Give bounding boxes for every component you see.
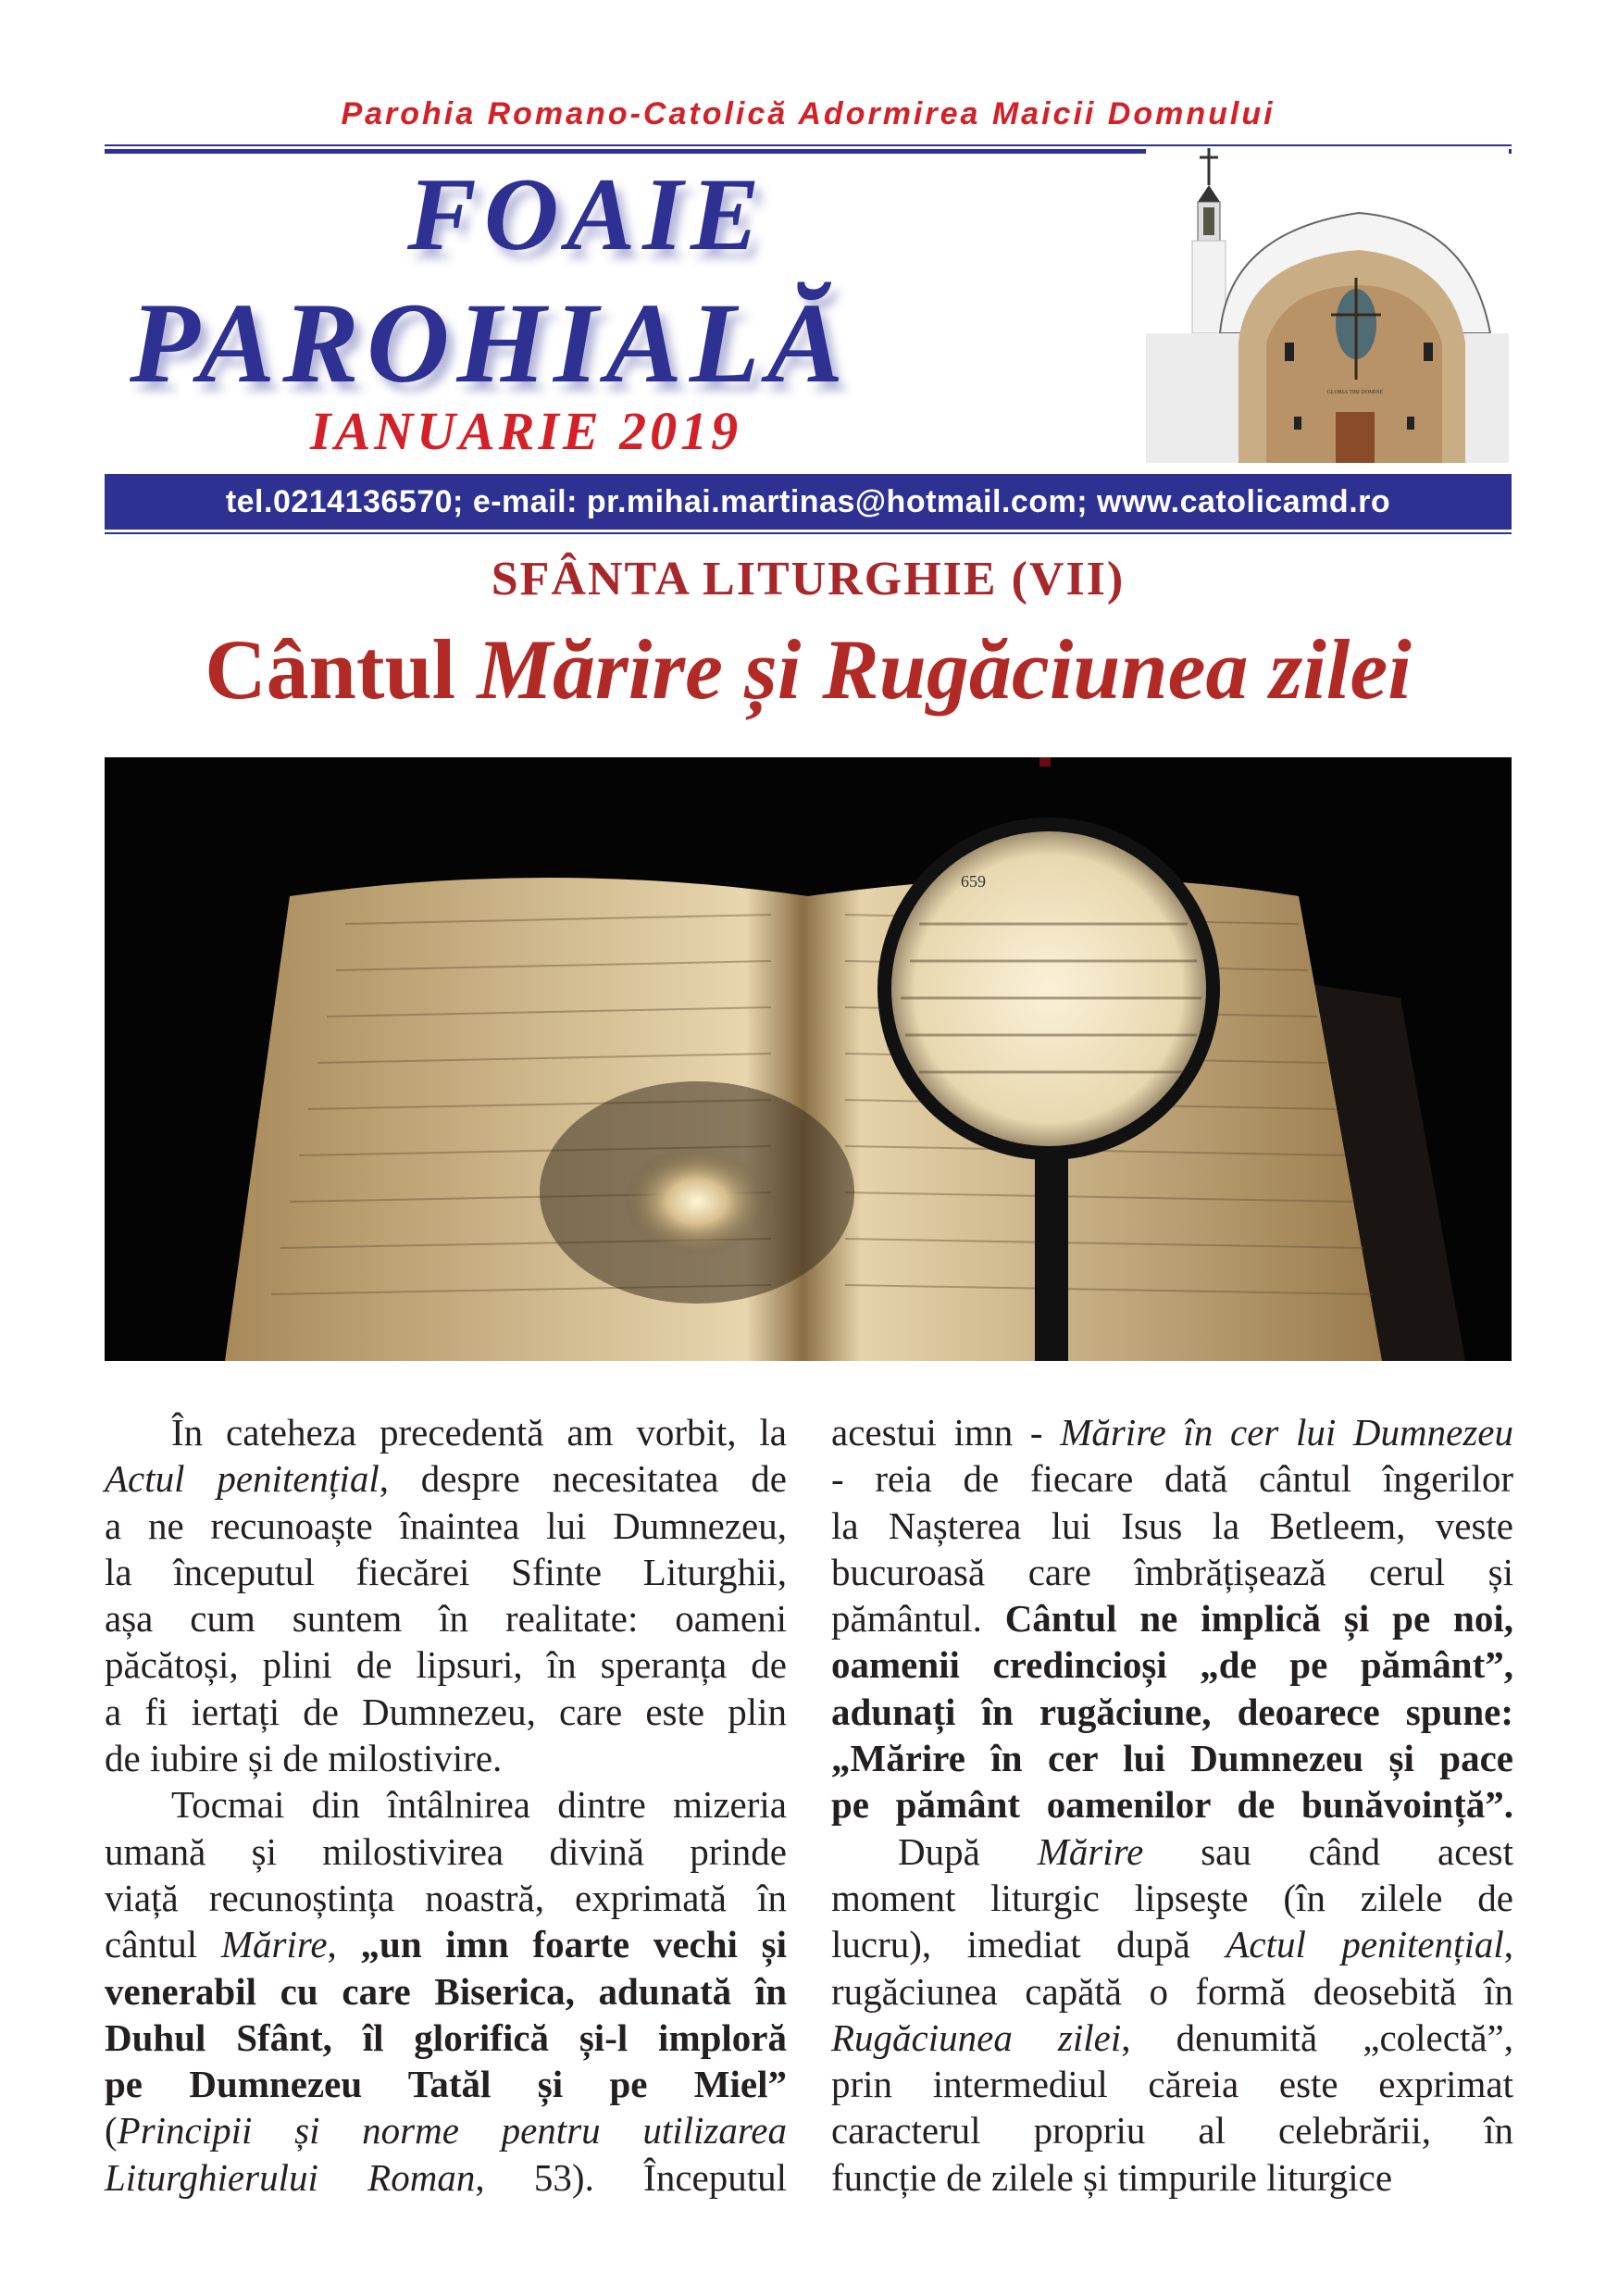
church-photo: [1146, 148, 1509, 463]
contact-bar: tel.0214136570; e-mail: pr.mihai.martinas@hotmail.com; www.catolicamd.ro: [105, 474, 1512, 530]
text-line: [831, 1641, 1513, 1688]
text-segment: (: [105, 2109, 118, 2152]
divider: [105, 532, 1512, 534]
text-segment: prin intermediul căreia este exprimat: [831, 2063, 1513, 2106]
text-segment: Cântul ne implică și pe noi,: [1004, 1597, 1513, 1641]
text-segment: ,: [1503, 1923, 1513, 1966]
text-line: [105, 2015, 787, 2061]
text-segment: bucuroasă care îmbrățișează cerul și: [831, 1550, 1513, 1593]
text-segment: oamenii credincioși „de pe pământ”,: [831, 1643, 1513, 1687]
article-column-left: [105, 1409, 787, 2201]
text-segment: pe pământ oamenilor de bunăvoință”.: [831, 1783, 1513, 1827]
title-italic: Mărire și Rugăciunea zilei: [477, 622, 1412, 717]
text-segment: viață recunoștința noastră, exprimată în: [105, 1876, 787, 1919]
text-line: [831, 2015, 1513, 2061]
text-segment: , denumită „colectă”,: [1121, 2015, 1513, 2059]
text-segment: adunați în rugăciune, deoarece spune:: [831, 1690, 1513, 1733]
masthead-line2: PAROHIALĂ: [130, 280, 852, 406]
text-segment: , despre necesitatea de: [379, 1457, 787, 1501]
text-segment: - reia de fiecare dată cântul îngerilor: [831, 1457, 1513, 1501]
text-line: [105, 1968, 787, 2015]
text-line: [831, 1455, 1513, 1502]
text-segment: Actul penitențial: [1226, 1923, 1504, 1966]
text-segment: a ne recunoaște înaintea lui Dumnezeu,: [105, 1504, 787, 1547]
text-line: [831, 1875, 1513, 1921]
issue-date: IANUARIE 2019: [310, 401, 742, 461]
text-segment: de iubire și de milostivire.: [105, 1737, 503, 1780]
text-line: [105, 1455, 787, 1502]
text-line: [105, 1875, 787, 1921]
text-line: [831, 2154, 1513, 2201]
bible-magnifier-photo: [105, 757, 1512, 1361]
text-line: [831, 2061, 1513, 2107]
text-line: [105, 1641, 787, 1688]
text-segment: funcție de zilele și timpurile liturgice: [831, 2155, 1393, 2199]
text-segment: rugăciunea capătă o formă deosebită în: [831, 1969, 1513, 2013]
text-line: [105, 1828, 787, 1875]
text-segment: „un imn foarte vechi și: [360, 1923, 788, 1966]
text-segment: a fi iertați de Dumnezeu, care este plin: [105, 1690, 787, 1733]
text-segment: Principii și norme pentru utilizarea: [117, 2109, 787, 2152]
text-segment: Actul penitențial: [105, 1457, 380, 1501]
divider: [105, 144, 1512, 146]
text-segment: la începutul fiecărei Sfinte Liturghii,: [105, 1550, 787, 1593]
text-line: [105, 2061, 787, 2107]
text-line: [831, 2107, 1513, 2153]
text-segment: ,: [327, 1923, 361, 1966]
text-segment: În cateheza precedentă am vorbit, la: [171, 1411, 787, 1454]
text-line: [831, 1735, 1513, 1781]
text-line: [105, 1781, 787, 1828]
article-title: [105, 620, 1512, 718]
text-segment: lucru), imediat după: [831, 1923, 1226, 1966]
text-segment: moment liturgic lipseşte (în zilele de: [831, 1876, 1513, 1919]
text-line: [105, 2107, 787, 2153]
text-line: [105, 1595, 787, 1641]
text-line: [105, 1921, 787, 1967]
article-column-right: [831, 1409, 1513, 2201]
masthead-line1: FOAIE: [407, 157, 767, 272]
text-segment: După: [898, 1829, 1038, 1873]
text-segment: sau când acest: [1143, 1829, 1513, 1873]
text-line: [831, 1781, 1513, 1828]
text-line: [105, 1409, 787, 1455]
text-segment: Mărire: [220, 1923, 328, 1966]
text-line: [105, 1549, 787, 1595]
text-segment: așa cum suntem în realitate: oameni: [105, 1597, 787, 1641]
text-segment: caracterul propriu al celebrării, în: [831, 2109, 1513, 2152]
text-segment: Rugăciunea zilei: [831, 2015, 1122, 2059]
text-line: [831, 1595, 1513, 1641]
text-line: [831, 1549, 1513, 1595]
title-plain: Cântul: [205, 622, 478, 717]
text-segment: Duhul Sfânt, îl glorifică și-l imploră: [105, 2015, 787, 2059]
text-line: [831, 1921, 1513, 1967]
text-segment: , 53). Începutul: [475, 2155, 788, 2199]
photo-page-number: 659: [961, 872, 986, 891]
text-segment: Tocmai din întâlnirea dintre mizeria: [171, 1783, 787, 1827]
text-segment: „Mărire în cer lui Dumnezeu și pace: [831, 1737, 1513, 1780]
text-segment: Mărire: [1037, 1829, 1144, 1873]
text-segment: acestui imn -: [831, 1411, 1061, 1454]
text-line: [105, 1689, 787, 1735]
text-segment: umană și milostivirea divină prinde: [105, 1829, 787, 1873]
text-line: [831, 1828, 1513, 1875]
text-line: [831, 1689, 1513, 1735]
text-segment: pământul.: [831, 1597, 1005, 1641]
text-line: [831, 1503, 1513, 1549]
church-sign: GLORIA TIBI DOMINE: [1326, 390, 1384, 395]
text-segment: păcătoși, plini de lipsuri, în speranța de: [105, 1643, 787, 1687]
text-segment: Mărire în cer lui Dumnezeu: [1060, 1411, 1513, 1454]
text-line: [105, 1735, 787, 1781]
parish-name: Parohia Romano-Catolică Adormirea Maicii Domnului: [341, 96, 1276, 131]
text-segment: pe Dumnezeu Tatăl și pe Miel”: [105, 2063, 787, 2106]
text-segment: cântul: [105, 1923, 221, 1966]
text-line: [831, 1968, 1513, 2015]
text-segment: Liturghierului Roman: [105, 2155, 476, 2199]
text-line: [831, 1409, 1513, 1455]
text-segment: la Nașterea lui Isus la Betleem, veste: [831, 1504, 1513, 1547]
article-kicker: SFÂNTA LITURGHIE (VII): [491, 553, 1126, 605]
text-line: [105, 2154, 787, 2201]
text-segment: venerabil cu care Biserica, adunată în: [105, 1969, 787, 2013]
text-line: [105, 1503, 787, 1549]
